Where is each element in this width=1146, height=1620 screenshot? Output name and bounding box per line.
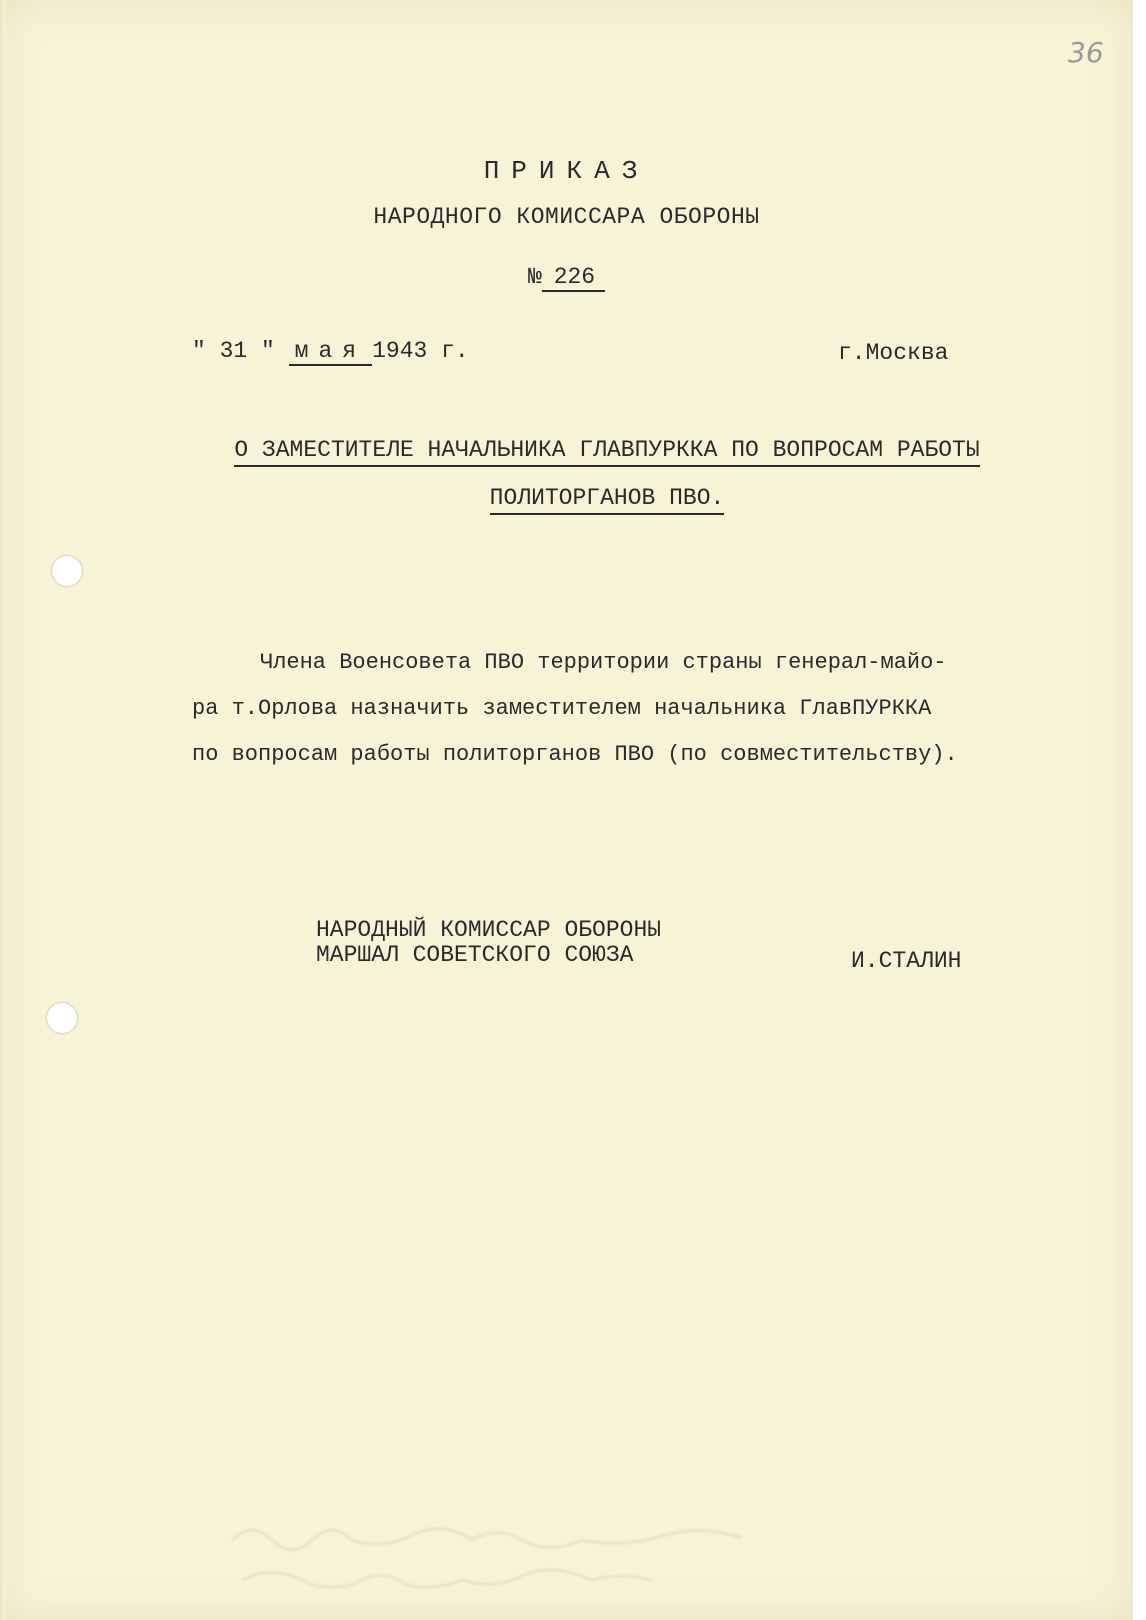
date-close-quote: ": [261, 338, 275, 364]
body-line-1: Члена Военсовета ПВО территории страны генерал-майо-: [260, 650, 947, 675]
city: г.Москва: [838, 340, 949, 366]
signatory-name: И.СТАЛИН: [851, 948, 962, 974]
date-year: 1943 г.: [372, 338, 469, 364]
order-heading: [192, 426, 1022, 522]
document-title: ПРИКАЗ: [483, 156, 650, 186]
number-sign: №: [527, 264, 542, 290]
heading-line-2: ПОЛИТОРГАНОВ ПВО.: [490, 485, 725, 515]
signatory-title-line-2: МАРШАЛ СОВЕТСКОГО СОЮЗА: [316, 942, 634, 968]
page-right-margin: [1133, 0, 1146, 1620]
order-body: [192, 640, 1072, 778]
page-left-edge: [0, 0, 6, 1620]
body-line-3: по вопросам работы политорганов ПВО (по совместительству).: [192, 742, 958, 767]
punch-hole-top: [52, 556, 82, 586]
punch-hole-bottom: [47, 1003, 77, 1033]
date-line: [192, 338, 469, 366]
order-number: [0, 264, 1133, 290]
page-number: 36: [1068, 36, 1104, 69]
bleed-through-handwriting: [222, 1500, 862, 1600]
document-subtitle: НАРОДНОГО КОМИССАРА ОБОРОНЫ: [373, 204, 760, 230]
heading-line-1: О ЗАМЕСТИТЕЛЕ НАЧАЛЬНИКА ГЛАВПУРККА ПО ВОПРОСАМ РАБОТЫ: [234, 437, 979, 467]
date-open-quote: ": [192, 338, 206, 364]
signatory-title-line-1: НАРОДНЫЙ КОМИССАР ОБОРОНЫ: [316, 917, 662, 943]
date-month: мая: [289, 338, 372, 366]
date-day: 31: [219, 338, 248, 364]
signatory-title: [316, 918, 661, 968]
number-value: 226: [542, 264, 605, 292]
body-line-2: ра т.Орлова назначить заместителем начальника ГлавПУРККА: [192, 696, 932, 721]
